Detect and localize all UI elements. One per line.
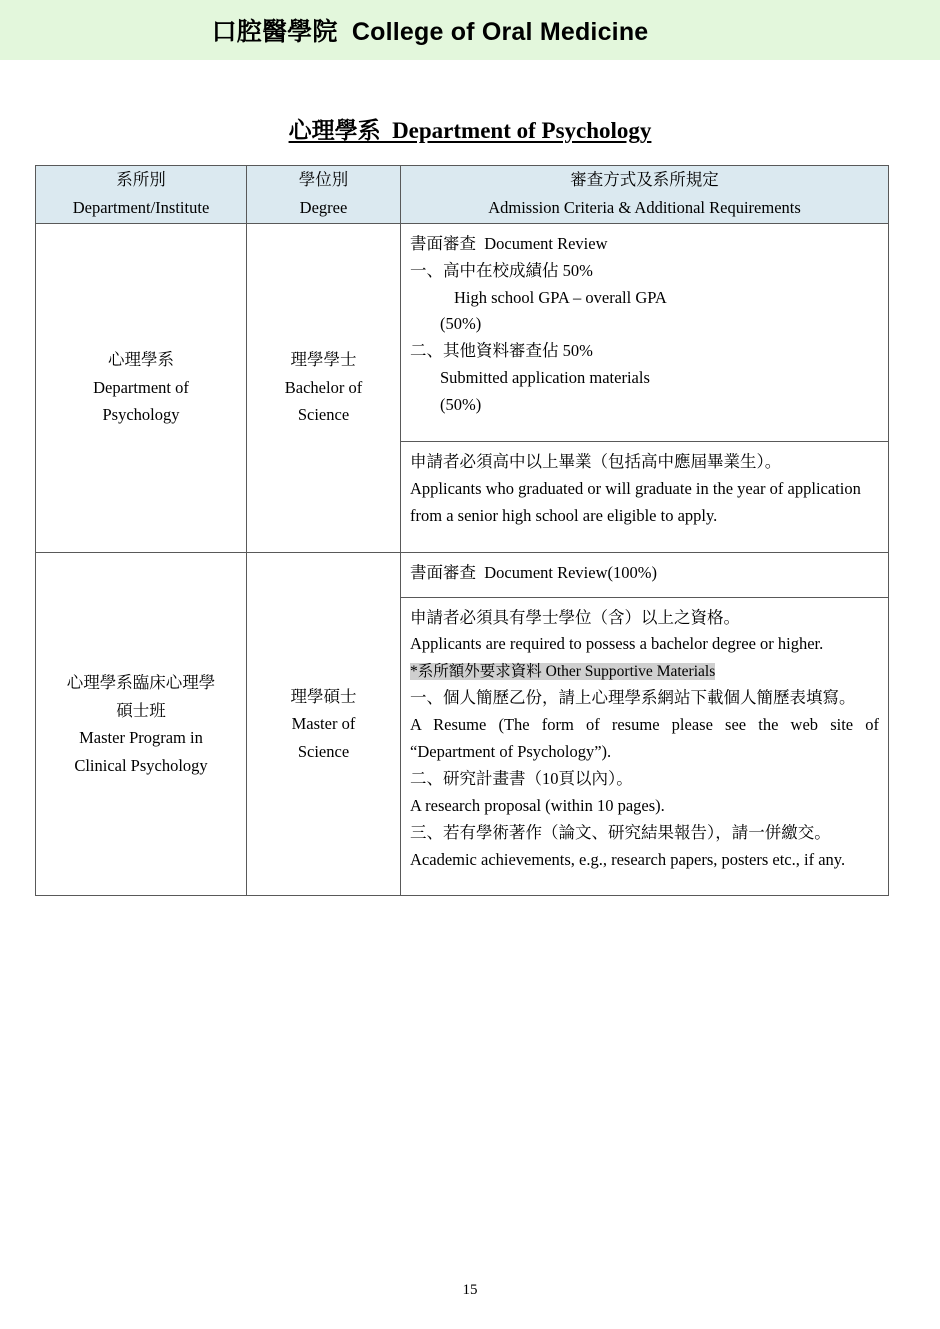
row-1-degree-zh: 理學學士 [290,350,357,370]
row-1-review-block [401,224,888,441]
column-header-department [36,166,247,224]
row-1-criteria-cell [401,223,889,552]
row-2-supportive-heading: *系所額外要求資料 Other Supportive Materials [410,663,716,681]
row-2-review-heading: 書面審查 Document Review(100%) [410,562,657,582]
column-header-department-zh: 系所別 [116,170,166,189]
table-header [36,166,889,224]
column-header-criteria-en: Admission Criteria & Additional Requirements [488,198,801,218]
row-2-details-block [401,597,888,896]
row-1-item1-zh: 一、高中在校成績佔 50% [410,260,593,280]
row-1-eligibility-en: Applicants who graduated or will graduate in the year of application from a senior high school are eligible to apply. [410,478,865,525]
row-2-department-en-line1: Master Program in [79,728,203,748]
table-row [36,552,889,896]
row-2-degree-cell [247,552,401,896]
row-2-item3-en: Academic achievements, e.g., research papers, posters etc., if any. [410,849,846,869]
column-header-criteria-zh: 審查方式及系所規定 [570,170,719,189]
row-1-degree-cell [247,223,401,552]
row-2-department-cell [36,552,247,896]
table-header-row [36,166,889,224]
row-1-department-cell [36,223,247,552]
row-2-item2-zh: 二、研究計畫書（10頁以內）。 [410,768,633,788]
row-2-item1-en: A Resume (The form of resume please see the web site of “Department of Psychology”). [410,715,884,761]
row-2-department-zh-line2: 碩士班 [116,700,166,720]
row-1-degree-en-line1: Bachelor of [284,377,363,397]
row-1-department-zh: 心理學系 [108,350,174,370]
row-1-item2-zh: 二、其他資料審查佔 50% [410,341,593,361]
criteria-table-container [0,165,940,896]
college-name-title: 口腔醫學院 College of Oral Medicine [211,18,649,46]
column-header-degree [247,166,401,224]
table-body [36,223,889,896]
page-number: 15 [462,1282,478,1298]
row-2-criteria-cell [401,552,889,896]
section-title-container [0,112,940,145]
row-1-department-en-line2: Psychology [102,405,180,425]
row-1-department-en-line1: Department of [93,377,189,397]
row-1-item2-en: Submitted application materials [440,368,650,388]
column-header-degree-zh: 學位別 [298,170,349,189]
page-header-banner [0,0,940,60]
row-1-eligibility-block [401,441,888,552]
page-title: 心理學系 Department of Psychology [288,118,652,143]
row-2-department-en-line2: Clinical Psychology [74,755,208,775]
row-2-eligibility-en: Applicants are required to possess a bachelor degree or higher. [410,634,824,654]
row-1-review-heading: 書面審查 Document Review [410,233,608,253]
row-2-supportive-heading-wrap [410,658,879,685]
row-2-item1-zh: 一、個人簡歷乙份，請上心理學系網站下載個人簡歷表填寫。 [410,688,856,708]
row-2-review-block [401,553,888,597]
row-2-degree-en-line1: Master of [291,714,356,734]
row-1-eligibility-zh: 申請者必須高中以上畢業（包括高中應屆畢業生）。 [410,451,782,471]
table-row [36,223,889,552]
row-1-item1-en: High school GPA – overall GPA [454,287,667,307]
row-1-degree-en-line2: Science [297,405,350,425]
row-1-item2-pct: (50%) [440,395,482,415]
row-2-item2-en: A research proposal (within 10 pages). [410,795,665,815]
row-2-department-zh-line1: 心理學系臨床心理學 [66,672,216,692]
column-header-department-en: Department/Institute [72,198,210,218]
row-2-eligibility-zh: 申請者必須具有學士學位（含）以上之資格。 [410,607,740,627]
row-2-degree-en-line2: Science [297,741,350,761]
row-1-item1-pct: (50%) [440,314,482,334]
column-header-degree-en: Degree [299,198,348,218]
row-2-item3-zh: 三、若有學術著作（論文、研究結果報告），請一併繳交。 [410,822,831,842]
column-header-criteria [401,166,889,224]
admission-criteria-table [35,165,889,896]
row-2-degree-zh: 理學碩士 [290,686,357,706]
